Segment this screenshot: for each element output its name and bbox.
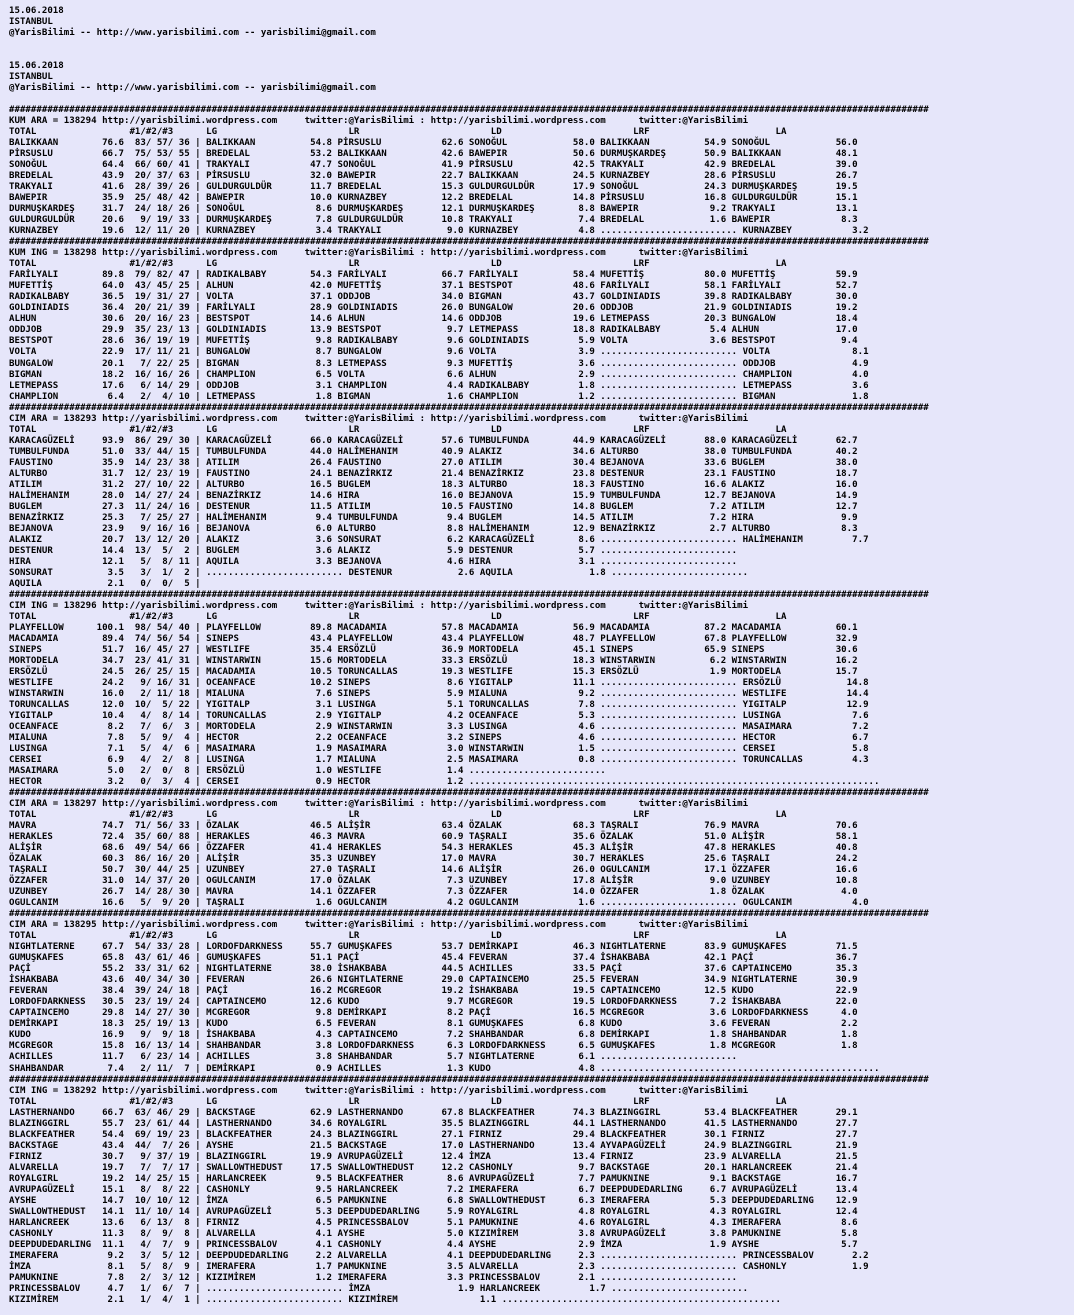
document-line: KARACAGÜZELİ 93.9 86/ 29/ 30 | KARACAGÜZELİ 66.0 KARACAGÜZELİ 57.6 TUMBULFUNDA 44.9 KARACAGÜZELİ 88.0 KARACAGÜZELİ 62.7	[9, 435, 858, 446]
document-line: CERSEI 6.9 4/ 2/ 8 | LUSINGA 1.7 MIALUNA 2.5 MASAIMARA 0.8 ......................... TORUNCALLAS 4.3	[9, 755, 869, 766]
document-line: IMERAFERA 9.2 3/ 5/ 12 | DEEPDUDEDARLING 2.2 ALVARELLA 4.1 DEEPDUDEDARLING 2.3 ......................... PRINCESSBALOV 2.2	[9, 1250, 869, 1261]
document-line: HARLANCREEK 13.6 6/ 13/ 8 | FIRNIZ 4.5 PRINCESSBALOV 5.1 PAMUKNINE 4.6 ROYALGIRL 4.3 IMERAFERA 8.6	[9, 1217, 858, 1228]
document-line: CIM ING = 138292 http://yarisbilimi.wordpress.com twitter:@YarisBilimi : http://yarisbilimi.wordpress.com twitter:@YarisBilimi	[9, 1085, 749, 1096]
document-line: OCEANFACE 8.2 7/ 6/ 3 | MORTODELA 2.9 WINSTARWIN 3.3 LUSINGA 4.6 ......................... MASAIMARA 7.2	[9, 722, 869, 733]
document-line: ALTURBO 31.7 12/ 23/ 19 | FAUSTINO 24.1 BENAZİRKIZ 21.4 BENAZİRKIZ 23.8 DESTENUR 23.1 FAUSTINO 18.7	[9, 468, 858, 479]
document-line	[9, 39, 929, 50]
document-line: HIRA 12.1 5/ 8/ 11 | AQUILA 3.3 BEJANOVA 4.6 HIRA 3.1 .........................	[9, 556, 738, 567]
document-line: CAPTAINCEMO 29.8 14/ 27/ 30 | MCGREGOR 9.8 DEMİRKAPI 8.2 PAÇİ 16.5 MCGREGOR 3.6 LORDOFDARKNESS 4.0	[9, 1008, 858, 1019]
document-line: HECTOR 3.2 0/ 3/ 4 | CERSEI 0.9 HECTOR 1.2 ...........................................................................	[9, 777, 880, 788]
document-line: BENAZİRKIZ 25.3 7/ 25/ 27 | HALİMEHANIM 9.4 TUMBULFUNDA 9.4 BUGLEM 14.5 ATILIM 7.2 HIRA 9.9	[9, 512, 858, 523]
document-line: BESTSPOT 28.6 36/ 19/ 19 | MUFETTİŞ 9.8 RADIKALBABY 9.6 GOLDINIADIS 5.9 VOLTA 3.6 BESTSPOT 9.4	[9, 336, 858, 347]
document-line: HALİMEHANIM 28.0 14/ 27/ 24 | BENAZİRKIZ 14.6 HIRA 16.0 BEJANOVA 15.9 TUMBULFUNDA 12.7 BEJANOVA 14.9	[9, 490, 858, 501]
document-line: TUMBULFUNDA 51.0 33/ 44/ 15 | TUMBULFUNDA 44.0 HALİMEHANIM 40.9 ALAKIZ 34.6 ALTURBO 38.0 TUMBULFUNDA 40.2	[9, 446, 858, 457]
document-line: TOTAL #1/#2/#3 LG LR LD LRF LA	[9, 259, 787, 270]
document-line: ALAKIZ 20.7 13/ 12/ 20 | ALAKIZ 3.6 SONSURAT 6.2 KARACAGÜZELİ 8.6 ......................... HALİMEHANIM 7.7	[9, 534, 869, 545]
document-line: SWALLOWTHEDUST 14.1 11/ 10/ 14 | AVRUPAGÜZELİ 5.3 DEEPDUDEDARLING 5.9 ROYALGIRL 4.8 ROYALGIRL 4.3 ROYALGIRL 12.4	[9, 1206, 858, 1217]
document-line: OGULCANIM 16.6 5/ 9/ 20 | TAŞRALI 1.6 OGULCANIM 4.2 OGULCANIM 1.6 ......................... OGULCANIM 4.0	[9, 898, 869, 909]
document-line: SONSURAT 3.5 3/ 1/ 2 | ......................... DESTENUR 2.6 AQUILA 1.8 .........................	[9, 567, 749, 578]
document-line: BLACKFEATHER 54.4 69/ 19/ 23 | BLACKFEATHER 24.3 BLAZINGGIRL 27.1 FIRNIZ 29.4 BLACKFEATHER 30.1 FIRNIZ 27.7	[9, 1129, 858, 1140]
document-line: DEMİRKAPI 18.3 25/ 19/ 13 | KUDO 6.5 FEVERAN 8.1 GUMUŞKAFES 6.8 KUDO 3.6 FEVERAN 2.2	[9, 1019, 858, 1030]
document-line: İMZA 8.1 5/ 8/ 9 | IMERAFERA 1.7 PAMUKNINE 3.5 ALVARELLA 2.3 ......................... CASHONLY 1.9	[9, 1261, 869, 1272]
document-line: ATILIM 31.2 27/ 10/ 22 | ALTURBO 16.5 BUGLEM 18.3 ALTURBO 18.3 FAUSTINO 16.6 ALAKIZ 16.0	[9, 479, 858, 490]
document-line: ÖZALAK 60.3 86/ 16/ 20 | ALİŞİR 35.3 UZUNBEY 17.0 MAVRA 30.7 HERAKLES 25.6 TAŞRALI 24.2	[9, 854, 858, 865]
document-line: RADIKALBABY 36.5 19/ 31/ 27 | VOLTA 37.1 ODDJOB 34.0 BIGMAN 43.7 GOLDINIADIS 39.8 RADIKALBABY 30.0	[9, 292, 858, 303]
document-line: LASTHERNANDO 66.7 63/ 46/ 29 | BACKSTAGE 62.9 LASTHERNANDO 67.8 BLACKFEATHER 74.3 BLAZINGGIRL 53.4 BLACKFEATHER 29.1	[9, 1107, 858, 1118]
document-line: PRINCESSBALOV 4.7 1/ 6/ 7 | ......................... İMZA 1.9 HARLANCREEK 1.7 .........................	[9, 1283, 749, 1294]
document-line: BUGLEM 27.3 11/ 24/ 16 | DESTENUR 11.5 ATILIM 10.5 FAUSTINO 14.8 BUGLEM 7.2 ATILIM 12.7	[9, 501, 858, 512]
document-line: MUFETTİŞ 64.0 43/ 45/ 25 | ALHUN 42.0 MUFETTİŞ 37.1 BESTSPOT 48.6 FARİLYALI 58.1 FARİLYALI 52.7	[9, 281, 858, 292]
document-line: FAUSTINO 35.9 14/ 23/ 38 | ATILIM 26.4 FAUSTINO 27.0 ATILIM 30.4 BEJANOVA 33.6 BUGLEM 38.0	[9, 457, 858, 468]
document-line: TRAKYALI 41.6 28/ 39/ 26 | GULDURGULDÜR 11.7 BREDELAL 15.3 GULDURGULDÜR 17.9 SONOĞUL 24.3 DURMUŞKARDEŞ 19.5	[9, 182, 858, 193]
document-line: MORTODELA 34.7 23/ 41/ 31 | WINSTARWIN 15.6 MORTODELA 33.3 ERSÖZLÜ 18.3 WINSTARWIN 6.2 WINSTARWIN 16.2	[9, 655, 858, 666]
document-line: LUSINGA 7.1 5/ 4/ 6 | MASAIMARA 1.9 MASAIMARA 3.0 WINSTARWIN 1.5 ......................... CERSEI 5.8	[9, 744, 869, 755]
document-line: UZUNBEY 26.7 14/ 28/ 30 | MAVRA 14.1 ÖZZAFER 7.3 ÖZZAFER 14.0 ÖZZAFER 1.8 ÖZALAK 4.0	[9, 887, 858, 898]
document-line: İSHAKBABA 43.6 40/ 34/ 30 | FEVERAN 26.6 NIGHTLATERNE 29.0 CAPTAINCEMO 25.5 FEVERAN 34.9 NIGHTLATERNE 30.9	[9, 975, 858, 986]
document-line: SONOĞUL 64.4 66/ 60/ 41 | TRAKYALI 47.7 SONOĞUL 41.9 PİRSUSLU 42.5 TRAKYALI 42.9 BREDELAL 39.0	[9, 160, 858, 171]
section-divider: ########################################################################################################################################################################	[9, 402, 929, 413]
document-line: KUM ARA = 138294 http://yarisbilimi.wordpress.com twitter:@YarisBilimi : http://yarisbilimi.wordpress.com twitter:@YarisBilimi	[9, 116, 749, 127]
document-line: FIRNIZ 30.7 9/ 37/ 19 | BLAZINGGIRL 19.9 AVRUPAGÜZELİ 12.4 İMZA 13.4 FIRNIZ 23.9 ALVARELLA 21.5	[9, 1151, 858, 1162]
document-line: KUM ING = 138298 http://yarisbilimi.wordpress.com twitter:@YarisBilimi : http://yarisbilimi.wordpress.com twitter:@YarisBilimi	[9, 248, 749, 259]
section-divider: ########################################################################################################################################################################	[9, 909, 929, 920]
document-line: KURNAZBEY 19.6 12/ 11/ 20 | KURNAZBEY 3.4 TRAKYALI 9.0 KURNAZBEY 4.8 ......................... KURNAZBEY 3.2	[9, 226, 869, 237]
document-line: LETMEPASS 17.6 6/ 14/ 29 | ODDJOB 3.1 CHAMPLION 4.4 RADIKALBABY 1.8 ......................... LETMEPASS 3.6	[9, 380, 869, 391]
document-line: TOTAL #1/#2/#3 LG LR LD LRF LA	[9, 1096, 787, 1107]
document-line: PLAYFELLOW 100.1 98/ 54/ 40 | PLAYFELLOW 89.8 MACADAMIA 57.8 MACADAMIA 56.9 MACADAMIA 87.2 MACADAMIA 60.1	[9, 622, 858, 633]
document-line: PİRSUSLU 66.7 75/ 53/ 55 | BREDELAL 53.2 BALIKKAAN 42.6 BAWEPIR 50.6 DURMUŞKARDEŞ 50.9 BALIKKAAN 48.1	[9, 149, 858, 160]
document-line: @YarisBilimi -- http://www.yarisbilimi.com -- yarisbilimi@gmail.com	[9, 83, 376, 94]
document-line: WESTLIFE 24.2 9/ 16/ 31 | OCEANFACE 10.2 SINEPS 8.6 YIGITALP 11.1 ......................... ERSÖZLÜ 14.8	[9, 677, 869, 688]
document-line: FARİLYALI 89.8 79/ 82/ 47 | RADIKALBABY 54.3 FARİLYALI 66.7 FARİLYALI 58.4 MUFETTİŞ 80.0 MUFETTİŞ 59.9	[9, 270, 858, 281]
document-line	[9, 94, 929, 105]
document-line: AVRUPAGÜZELİ 15.1 8/ 8/ 22 | CASHONLY 9.5 HARLANCREEK 7.2 IMERAFERA 6.7 DEEPDUDEDARLING 6.7 AVRUPAGÜZELİ 13.4	[9, 1184, 858, 1195]
document-line: TOTAL #1/#2/#3 LG LR LD LRF LA	[9, 127, 787, 138]
document-line: FEVERAN 38.4 39/ 24/ 18 | PAÇİ 16.2 MCGREGOR 19.2 İSHAKBABA 19.5 CAPTAINCEMO 12.5 KUDO 22.9	[9, 986, 858, 997]
document-line: BUNGALOW 20.1 7/ 22/ 25 | BIGMAN 8.3 LETMEPASS 9.3 MUFETTİŞ 3.6 ......................... ODDJOB 4.9	[9, 358, 869, 369]
section-divider: ########################################################################################################################################################################	[9, 788, 929, 799]
document-line: CASHONLY 11.3 8/ 9/ 8 | ALVARELLA 4.1 AYSHE 5.0 KIZIMİREM 3.8 AVRUPAGÜZELİ 3.8 PAMUKNINE 5.8	[9, 1228, 858, 1239]
document-line: MCGREGOR 15.8 16/ 13/ 14 | SHAHBANDAR 3.8 LORDOFDARKNESS 6.3 LORDOFDARKNESS 6.5 GUMUŞKAFES 1.8 MCGREGOR 1.8	[9, 1041, 858, 1052]
document-line: AYSHE 14.7 10/ 10/ 12 | İMZA 6.5 PAMUKNINE 6.8 SWALLOWTHEDUST 6.3 IMERAFERA 5.3 DEEPDUDEDARLING 12.9	[9, 1195, 858, 1206]
document-line: BAWEPIR 35.9 25/ 48/ 42 | BAWEPIR 10.0 KURNAZBEY 12.2 BREDELAL 14.8 PİRSUSLU 16.8 GULDURGULDÜR 15.1	[9, 193, 858, 204]
document-line: GULDURGULDÜR 20.6 9/ 19/ 33 | DURMUŞKARDEŞ 7.8 GULDURGULDÜR 10.8 TRAKYALI 7.4 BREDELAL 1.6 BAWEPIR 8.3	[9, 215, 858, 226]
document-line: PAÇİ 55.2 33/ 31/ 62 | NIGHTLATERNE 38.0 İSHAKBABA 44.5 ACHILLES 33.5 PAÇİ 37.6 CAPTAINCEMO 35.3	[9, 964, 858, 975]
document-line: @YarisBilimi -- http://www.yarisbilimi.com -- yarisbilimi@gmail.com	[9, 28, 376, 39]
document-line: NIGHTLATERNE 67.7 54/ 33/ 28 | LORDOFDARKNESS 55.7 GUMUŞKAFES 53.7 DEMİRKAPI 46.3 NIGHTLATERNE 83.9 GUMUŞKAFES 71.5	[9, 942, 858, 953]
document-line: ODDJOB 29.9 35/ 23/ 13 | GOLDINIADIS 13.9 BESTSPOT 9.7 LETMEPASS 18.8 RADIKALBABY 5.4 ALHUN 17.0	[9, 325, 858, 336]
document-line: WINSTARWIN 16.0 2/ 11/ 18 | MIALUNA 7.6 SINEPS 5.9 MIALUNA 9.2 ......................... WESTLIFE 14.4	[9, 688, 869, 699]
document-line: CIM ARA = 138295 http://yarisbilimi.wordpress.com twitter:@YarisBilimi : http://yarisbilimi.wordpress.com twitter:@YarisBilimi	[9, 920, 749, 931]
document-line: CIM ING = 138296 http://yarisbilimi.wordpress.com twitter:@YarisBilimi : http://yarisbilimi.wordpress.com twitter:@YarisBilimi	[9, 600, 749, 611]
section-divider: ########################################################################################################################################################################	[9, 1074, 929, 1085]
document-line: 15.06.2018	[9, 6, 64, 16]
document-line: 15.06.2018	[9, 61, 64, 72]
document-line: MASAIMARA 5.0 2/ 0/ 8 | ERSÖZLÜ 1.0 WESTLIFE 1.4 .........................	[9, 766, 606, 777]
document-line: MACADAMIA 89.4 74/ 56/ 54 | SINEPS 43.4 PLAYFELLOW 43.4 PLAYFELLOW 48.7 PLAYFELLOW 67.8 PLAYFELLOW 32.9	[9, 633, 858, 644]
document-line: ACHILLES 11.7 6/ 23/ 14 | ACHILLES 3.8 SHAHBANDAR 5.7 NIGHTLATERNE 6.1 .........................	[9, 1052, 738, 1063]
document-line: BEJANOVA 23.9 9/ 16/ 16 | BEJANOVA 6.0 ALTURBO 8.8 HALİMEHANIM 12.9 BENAZİRKIZ 2.7 ALTURBO 8.3	[9, 523, 858, 534]
document-line: ROYALGIRL 19.2 14/ 25/ 15 | HARLANCREEK 9.5 BLACKFEATHER 8.6 AVRUPAGÜZELİ 7.7 PAMUKNINE 9.1 BACKSTAGE 16.7	[9, 1173, 858, 1184]
document-line: DURMUŞKARDEŞ 31.7 24/ 18/ 26 | SONOĞUL 8.6 DURMUŞKARDEŞ 12.1 DURMUŞKARDEŞ 8.8 BAWEPIR 9.2 TRAKYALI 13.1	[9, 204, 858, 215]
section-divider: ########################################################################################################################################################################	[9, 237, 929, 248]
document-line: TOTAL #1/#2/#3 LG LR LD LRF LA	[9, 810, 787, 821]
document-line: GUMUŞKAFES 65.8 43/ 61/ 46 | GUMUŞKAFES 51.1 PAÇİ 45.4 FEVERAN 37.4 İSHAKBABA 42.1 PAÇİ 36.7	[9, 953, 858, 964]
document-line: DESTENUR 14.4 13/ 5/ 2 | BUGLEM 3.6 ALAKIZ 5.9 DESTENUR 5.7 .........................	[9, 545, 738, 556]
section-divider: ########################################################################################################################################################################	[9, 105, 929, 116]
document-line: ALİŞİR 68.6 49/ 54/ 66 | ÖZZAFER 41.4 HERAKLES 54.3 HERAKLES 45.3 ALİŞİR 47.8 HERAKLES 40.8	[9, 843, 858, 854]
document-line: TOTAL #1/#2/#3 LG LR LD LRF LA	[9, 931, 787, 942]
document-line: YIGITALP 10.4 4/ 8/ 14 | TORUNCALLAS 2.9 YIGITALP 4.2 OCEANFACE 5.3 ......................... LUSINGA 7.6	[9, 711, 869, 721]
document-line: ÖZZAFER 31.0 14/ 37/ 20 | OGULCANIM 17.0 ÖZALAK 7.3 UZUNBEY 17.8 ALİŞİR 9.0 UZUNBEY 10.8	[9, 876, 858, 887]
document-line: BIGMAN 18.2 16/ 16/ 26 | CHAMPLION 6.5 VOLTA 6.6 ALHUN 2.9 ......................... CHAMPLION 4.0	[9, 369, 869, 380]
document-line: AQUILA 2.1 0/ 0/ 5 |	[9, 578, 201, 589]
document-line: DEEPDUDEDARLING 11.1 4/ 7/ 9 | PRINCESSBALOV 4.1 CASHONLY 4.4 AYSHE 2.9 İMZA 1.9 AYSHE 5.7	[9, 1239, 858, 1250]
document-line: ALHUN 30.6 20/ 16/ 23 | BESTSPOT 14.6 ALHUN 14.6 ODDJOB 19.6 LETMEPASS 20.3 BUNGALOW 18.4	[9, 314, 858, 325]
document-line: SINEPS 51.7 16/ 45/ 27 | WESTLIFE 35.4 ERSÖZLÜ 36.9 MORTODELA 45.1 SINEPS 65.9 SINEPS 30.6	[9, 644, 858, 655]
race-report-document	[9, 6, 929, 1306]
document-line: ISTANBUL	[9, 17, 53, 28]
document-line: TOTAL #1/#2/#3 LG LR LD LRF LA	[9, 424, 787, 435]
document-line: TOTAL #1/#2/#3 LG LR LD LRF LA	[9, 611, 787, 622]
document-line: VOLTA 22.9 17/ 11/ 21 | BUNGALOW 8.7 BUNGALOW 9.6 VOLTA 3.9 ......................... VOLTA 8.1	[9, 347, 869, 358]
document-line: CIM ARA = 138297 http://yarisbilimi.wordpress.com twitter:@YarisBilimi : http://yarisbilimi.wordpress.com twitter:@YarisBilimi	[9, 799, 749, 810]
document-line: SHAHBANDAR 7.4 2/ 11/ 7 | DEMİRKAPI 0.9 ACHILLES 1.3 KUDO 4.8 ...................................................	[9, 1063, 880, 1074]
document-line: CIM ARA = 138293 http://yarisbilimi.wordpress.com twitter:@YarisBilimi : http://yarisbilimi.wordpress.com twitter:@YarisBilimi	[9, 413, 749, 424]
document-line: TAŞRALI 50.7 30/ 44/ 25 | UZUNBEY 27.0 TAŞRALI 14.6 ALİŞİR 26.0 OGULCANIM 17.1 ÖZZAFER 16.6	[9, 865, 858, 876]
document-line: ALVARELLA 19.7 7/ 7/ 17 | SWALLOWTHEDUST 17.5 SWALLOWTHEDUST 12.2 CASHONLY 9.7 BACKSTAGE 20.1 HARLANCREEK 21.4	[9, 1162, 858, 1173]
document-line: ERSÖZLÜ 24.5 26/ 25/ 15 | MACADAMIA 10.5 TORUNCALLAS 19.3 WESTLIFE 15.3 ERSÖZLÜ 1.9 MORTODELA 15.7	[9, 666, 858, 677]
document-line: LORDOFDARKNESS 30.5 23/ 19/ 24 | CAPTAINCEMO 12.6 KUDO 9.7 MCGREGOR 19.5 LORDOFDARKNESS 7.2 İSHAKBABA 22.0	[9, 997, 858, 1008]
document-line: MAVRA 74.7 71/ 56/ 33 | ÖZALAK 46.5 ALİŞİR 63.4 ÖZALAK 68.3 TAŞRALI 76.9 MAVRA 70.6	[9, 821, 858, 832]
document-line: ISTANBUL	[9, 72, 53, 83]
document-line: BALIKKAAN 76.6 83/ 57/ 36 | BALIKKAAN 54.8 PİRSUSLU 62.6 SONOĞUL 58.0 BALIKKAAN 54.9 SONOĞUL 56.0	[9, 138, 858, 149]
section-divider: ########################################################################################################################################################################	[9, 589, 929, 600]
document-line: HERAKLES 72.4 35/ 60/ 88 | HERAKLES 46.3 MAVRA 60.9 TAŞRALI 35.6 ÖZALAK 51.0 ALİŞİR 58.1	[9, 832, 858, 843]
document-line: TORUNCALLAS 12.0 10/ 5/ 22 | YIGITALP 3.1 LUSINGA 5.1 TORUNCALLAS 7.8 ......................... YIGITALP 12.9	[9, 699, 869, 710]
document-line: BACKSTAGE 43.4 44/ 7/ 26 | AYSHE 21.5 BACKSTAGE 17.0 LASTHERNANDO 13.4 AYVAPAGÜZELİ 24.9 BLAZINGGIRL 21.9	[9, 1140, 858, 1151]
document-line: CHAMPLION 6.4 2/ 4/ 10 | LETMEPASS 1.8 BIGMAN 1.6 CHAMPLION 1.2 ......................... BIGMAN 1.8	[9, 391, 869, 402]
document-line: KIZIMİREM 2.1 1/ 4/ 1 | ......................... KIZIMİREM 1.1 ...................................................	[9, 1294, 781, 1305]
document-line: BREDELAL 43.9 20/ 37/ 63 | PİRSUSLU 32.0 BAWEPIR 22.7 BALIKKAAN 24.5 KURNAZBEY 28.6 PİRSUSLU 26.7	[9, 171, 858, 182]
document-line: PAMUKNINE 7.8 2/ 3/ 12 | KIZIMİREM 1.2 IMERAFERA 3.3 PRINCESSBALOV 2.1 .........................	[9, 1272, 738, 1283]
document-line: BLAZINGGIRL 55.7 23/ 61/ 44 | LASTHERNANDO 34.6 ROYALGIRL 35.5 BLAZINGGIRL 44.1 LASTHERNANDO 41.5 LASTHERNANDO 27.7	[9, 1118, 858, 1129]
document-line: KUDO 16.9 9/ 9/ 18 | İSHAKBABA 4.3 CAPTAINCEMO 7.2 SHAHBANDAR 6.8 DEMİRKAPI 1.8 SHAHBANDAR 1.8	[9, 1030, 858, 1041]
document-line: GOLDINIADIS 36.4 20/ 21/ 39 | FARİLYALI 28.9 GOLDINIADIS 26.0 BUNGALOW 20.6 ODDJOB 21.9 GOLDINIADIS 19.2	[9, 303, 858, 314]
document-line: MIALUNA 7.8 5/ 9/ 4 | HECTOR 2.2 OCEANFACE 3.2 SINEPS 4.6 ......................... HECTOR 6.7	[9, 733, 869, 744]
document-line	[9, 50, 929, 61]
